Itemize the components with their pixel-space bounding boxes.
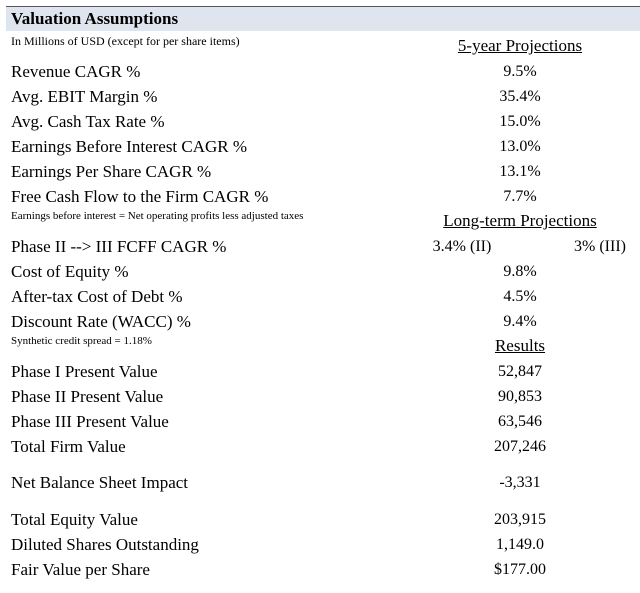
revenue-cagr-label: Revenue CAGR % [11,62,141,81]
ebi-note: Earnings before interest = Net operating profits less adjusted taxes [11,210,304,222]
page-title: Valuation Assumptions [11,9,179,28]
ebit-margin-label: Avg. EBIT Margin % [11,87,158,106]
eps-cagr-label: Earnings Per Share CAGR % [11,162,212,181]
phase-cagr-label: Phase II --> III FCFF CAGR % [11,237,227,256]
phase3-pv-value: 63,546 [498,413,542,430]
wacc-value: 9.4% [503,313,537,330]
phase1-pv-label: Phase I Present Value [11,362,158,381]
total-firm-label: Total Firm Value [11,437,126,456]
diluted-shares-label: Diluted Shares Outstanding [11,535,199,554]
total-equity-label: Total Equity Value [11,510,138,529]
fcff-cagr-label: Free Cash Flow to the Firm CAGR % [11,187,269,206]
page-subtitle: In Millions of USD (except for per share items) [11,34,240,48]
balance-impact-value: -3,331 [499,474,541,491]
results-header: Results [494,336,546,355]
fcff-cagr-value: 7.7% [503,188,537,205]
eps-cagr-value: 13.1% [499,163,541,180]
cost-equity-value: 9.8% [503,263,537,280]
ebit-margin-value: 35.4% [499,88,541,105]
credit-spread-note: Synthetic credit spread = 1.18% [11,335,152,347]
diluted-shares-value: 1,149.0 [496,536,544,553]
revenue-cagr-value: 9.5% [503,63,537,80]
fair-value-label: Fair Value per Share [11,560,150,579]
total-equity-value: 203,915 [494,511,546,528]
phase3-cagr-value: 3% (III) [574,238,626,255]
ebi-cagr-label: Earnings Before Interest CAGR % [11,137,248,156]
cash-tax-value: 15.0% [499,113,541,130]
phase2-cagr-value: 3.4% (II) [432,238,492,255]
phase2-pv-value: 90,853 [498,388,542,405]
cost-equity-label: Cost of Equity % [11,262,129,281]
balance-impact-label: Net Balance Sheet Impact [11,473,189,492]
ebi-cagr-value: 13.0% [499,138,541,155]
phase2-pv-label: Phase II Present Value [11,387,164,406]
phase1-pv-value: 52,847 [498,363,542,380]
cash-tax-label: Avg. Cash Tax Rate % [11,112,165,131]
total-firm-value: 207,246 [494,438,546,455]
long-term-header: Long-term Projections [443,211,597,230]
wacc-label: Discount Rate (WACC) % [11,312,191,331]
fair-value-value: $177.00 [494,561,546,578]
cost-debt-label: After-tax Cost of Debt % [11,287,183,306]
cost-debt-value: 4.5% [503,288,537,305]
five-year-header: 5-year Projections [457,36,583,55]
phase3-pv-label: Phase III Present Value [11,412,169,431]
